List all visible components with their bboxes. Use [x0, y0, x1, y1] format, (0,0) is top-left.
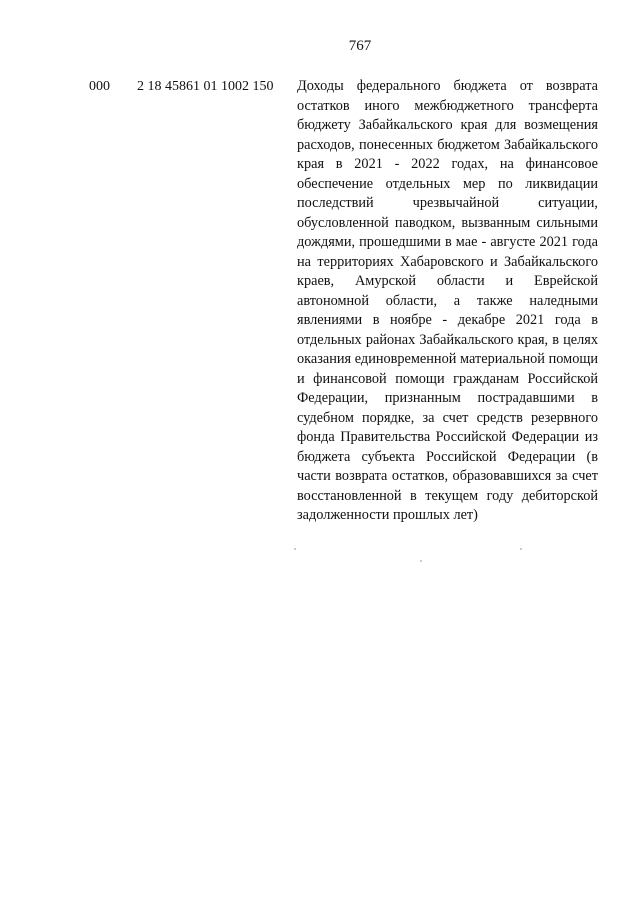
- income-description: Доходы федерального бюджета от возврата остатков иного межбюджетного трансферта бюджету Забайкальского края для возмещения расходов, понесенных бюджетом Забайкальского края в 2021 - 2022 годах, на финансовое обеспечение отдельных мер по ликвидации последствий чрезвычайной ситуации, обусловленной паводком, вызванным сильными дождями, прошедшими в мае - августе 2021 года на территориях Хабаровского и Забайкальского краев, Амурской области и Еврейской автономной области, а также наледными явлениями в ноябре - декабре 2021 года в отдельных районах Забайкальского края, в целях оказания единовременной материальной помощи и финансовой помощи гражданам Российской Федерации, признанным пострадавшими в судебном порядке, за счет средств резервного фонда Правительства Российской Федерации из бюджета субъекта Российской Федерации (в части возврата остатков, образовавшихся за счет восстановленной в текущем году дебиторской задолженности прошлых лет): [297, 78, 598, 523]
- administrator-code: 000: [89, 79, 110, 94]
- scan-speck: [520, 548, 522, 550]
- scan-speck: [420, 560, 422, 562]
- income-classification-code: 2 18 45861 01 1002 150: [137, 79, 274, 94]
- scan-speck: [294, 548, 296, 550]
- page-number: 767: [348, 38, 372, 54]
